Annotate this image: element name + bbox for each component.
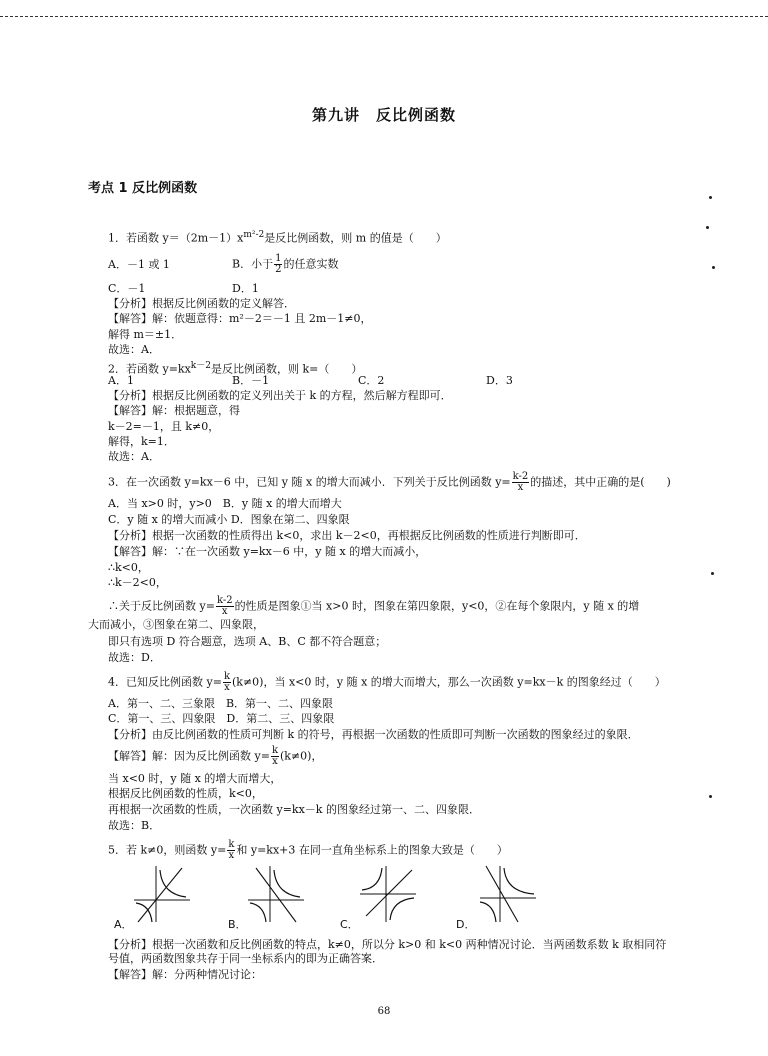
q1-option-d: D．1 bbox=[232, 282, 259, 295]
q4-solution: 【解答】解：因为反比例函数 y= $\frac{k}{x}$ (k≠0)， bbox=[108, 745, 323, 767]
q2-solution-3: 解得，k=1． bbox=[108, 435, 175, 448]
q5-analysis: 【分析】根据一次函数和反比例函数的特点，k≠0，所以分 k>0 和 k<0 两种情况讨论．当两函数系数 k 取相同符号值，两函数图象共存于同一坐标系内的即为正确答案． bbox=[108, 938, 667, 965]
q3-options-ab: A．当 x>0 时，y>0 B．y 随 x 的增大而增大 bbox=[108, 497, 342, 510]
section-heading: 考点 1 反比例函数 bbox=[88, 181, 198, 196]
q4-solution-4: 再根据一次函数的性质，一次函数 y=kx－k 的图象经过第一、二、四象限． bbox=[108, 803, 480, 816]
q4-solution-2: 当 x<0 时，y 随 x 的增大而增大， bbox=[108, 772, 282, 785]
scan-speck bbox=[711, 572, 714, 575]
q2-solution-2: k－2=－1，且 k≠0， bbox=[108, 420, 220, 433]
q4-solution-3: 根据反比例函数的性质，k<0， bbox=[108, 787, 263, 800]
graph-a bbox=[132, 864, 192, 924]
q1-option-c: C．－1 bbox=[108, 282, 146, 295]
q4-options-ab: A．第一、二、三象限 B．第一、二、四象限 bbox=[108, 697, 334, 710]
q3-solution-4: ∴关于反比例函数 y= $\frac{k-2}{x}$ 的性质是图象①当 x>0 时，图象在第四象限，y<0，②在每个象限内，y 随 x 的增 bbox=[108, 595, 640, 617]
q4-analysis: 【分析】由反比例函数的性质可判断 k 的符号，再根据一次函数的性质即可判断一次函数的图象经过的象限． bbox=[108, 728, 639, 741]
question-5: 5．若 k≠0，则函数 y= $\frac{k}{x}$ 和 y=kx+3 在同一直角坐标系上的图象大致是（ ） bbox=[108, 839, 508, 861]
question-1: 1．若函数 $y=(2m-1)x^{m^2-2}$是反比例函数，则 m 的值是（ ） bbox=[108, 230, 447, 245]
q5-solution: 【解答】解：分两种情况讨论： bbox=[108, 968, 262, 981]
q3-solution-6: 即只有选项 D 符合题意，选项 A、B、C 都不符合题意； bbox=[108, 635, 387, 648]
q1-solution-2: 解得 m＝±1． bbox=[108, 328, 183, 341]
q2-solution: 【解答】解：根据题意，得 bbox=[108, 404, 240, 417]
q2-option-c: C．2 bbox=[358, 374, 385, 387]
graph-d bbox=[478, 864, 538, 924]
top-dashed-rule bbox=[0, 16, 768, 17]
q2-option-a: A．1 bbox=[108, 374, 134, 387]
scan-speck bbox=[709, 795, 712, 798]
q3-options-cd: C．y 随 x 的增大而减小 D．图象在第二、四象限 bbox=[108, 513, 350, 526]
scan-speck bbox=[706, 226, 709, 229]
q1-solution: 【解答】解：依题意得：m²－2＝－1 且 2m－1≠0， bbox=[108, 312, 372, 325]
question-3: 3．在一次函数 y=kx－6 中，已知 y 随 x 的增大而减小．下列关于反比例函数 y= $\frac{k-2}{x}$ 的描述，其中正确的是( ) bbox=[108, 471, 671, 493]
q4-answer: 故选：B． bbox=[108, 819, 161, 832]
page-number: 68 bbox=[377, 1006, 391, 1017]
q3-solution-3: ∴k－2<0， bbox=[108, 576, 167, 589]
scan-speck bbox=[709, 196, 712, 199]
q3-answer: 故选：D． bbox=[108, 651, 161, 664]
q1-answer: 故选：A． bbox=[108, 343, 160, 356]
q2-analysis: 【分析】根据反比例函数的定义列出关于 k 的方程，然后解方程即可． bbox=[108, 389, 452, 402]
q1-option-b: B．小于 $\frac{1}{2}$ 的任意实数 bbox=[232, 253, 339, 275]
page-title: 第九讲 反比例函数 bbox=[311, 106, 456, 124]
graph-b bbox=[246, 864, 306, 924]
scan-speck bbox=[712, 266, 715, 269]
q1-analysis: 【分析】根据反比例函数的定义解答． bbox=[108, 297, 295, 310]
graph-b-label: B． bbox=[228, 918, 247, 931]
graph-c-label: C． bbox=[340, 918, 359, 931]
q3-solution-2: ∴k<0， bbox=[108, 561, 149, 574]
q3-solution: 【解答】解：∵在一次函数 y=kx－6 中，y 随 x 的增大而减小， bbox=[108, 545, 427, 558]
q3-solution-5: 大而减小，③图象在第二、四象限， bbox=[88, 618, 264, 631]
q1-option-a: A．－1 或 1 bbox=[108, 258, 170, 271]
graph-d-label: D． bbox=[456, 918, 476, 931]
q2-option-d: D．3 bbox=[486, 374, 513, 387]
question-4: 4．已知反比例函数 y= $\frac{k}{x}$ (k≠0)，当 x<0 时，y 随 x 的增大而增大，那么一次函数 y=kx－k 的图象经过（ ） bbox=[108, 671, 666, 693]
q2-option-b: B．－1 bbox=[232, 374, 270, 387]
graph-a-label: A． bbox=[114, 918, 133, 931]
q2-answer: 故选：A． bbox=[108, 450, 160, 463]
graph-c bbox=[358, 864, 418, 924]
question-2: 2．若函数 $y=kx^{k-2}$是反比例函数，则 k=（ ） bbox=[108, 361, 363, 376]
q4-options-cd: C．第一、三、四象限 D．第二、三、四象限 bbox=[108, 712, 335, 725]
q3-analysis: 【分析】根据一次函数的性质得出 k<0，求出 k－2<0，再根据反比例函数的性质进行判断即可． bbox=[108, 529, 586, 542]
